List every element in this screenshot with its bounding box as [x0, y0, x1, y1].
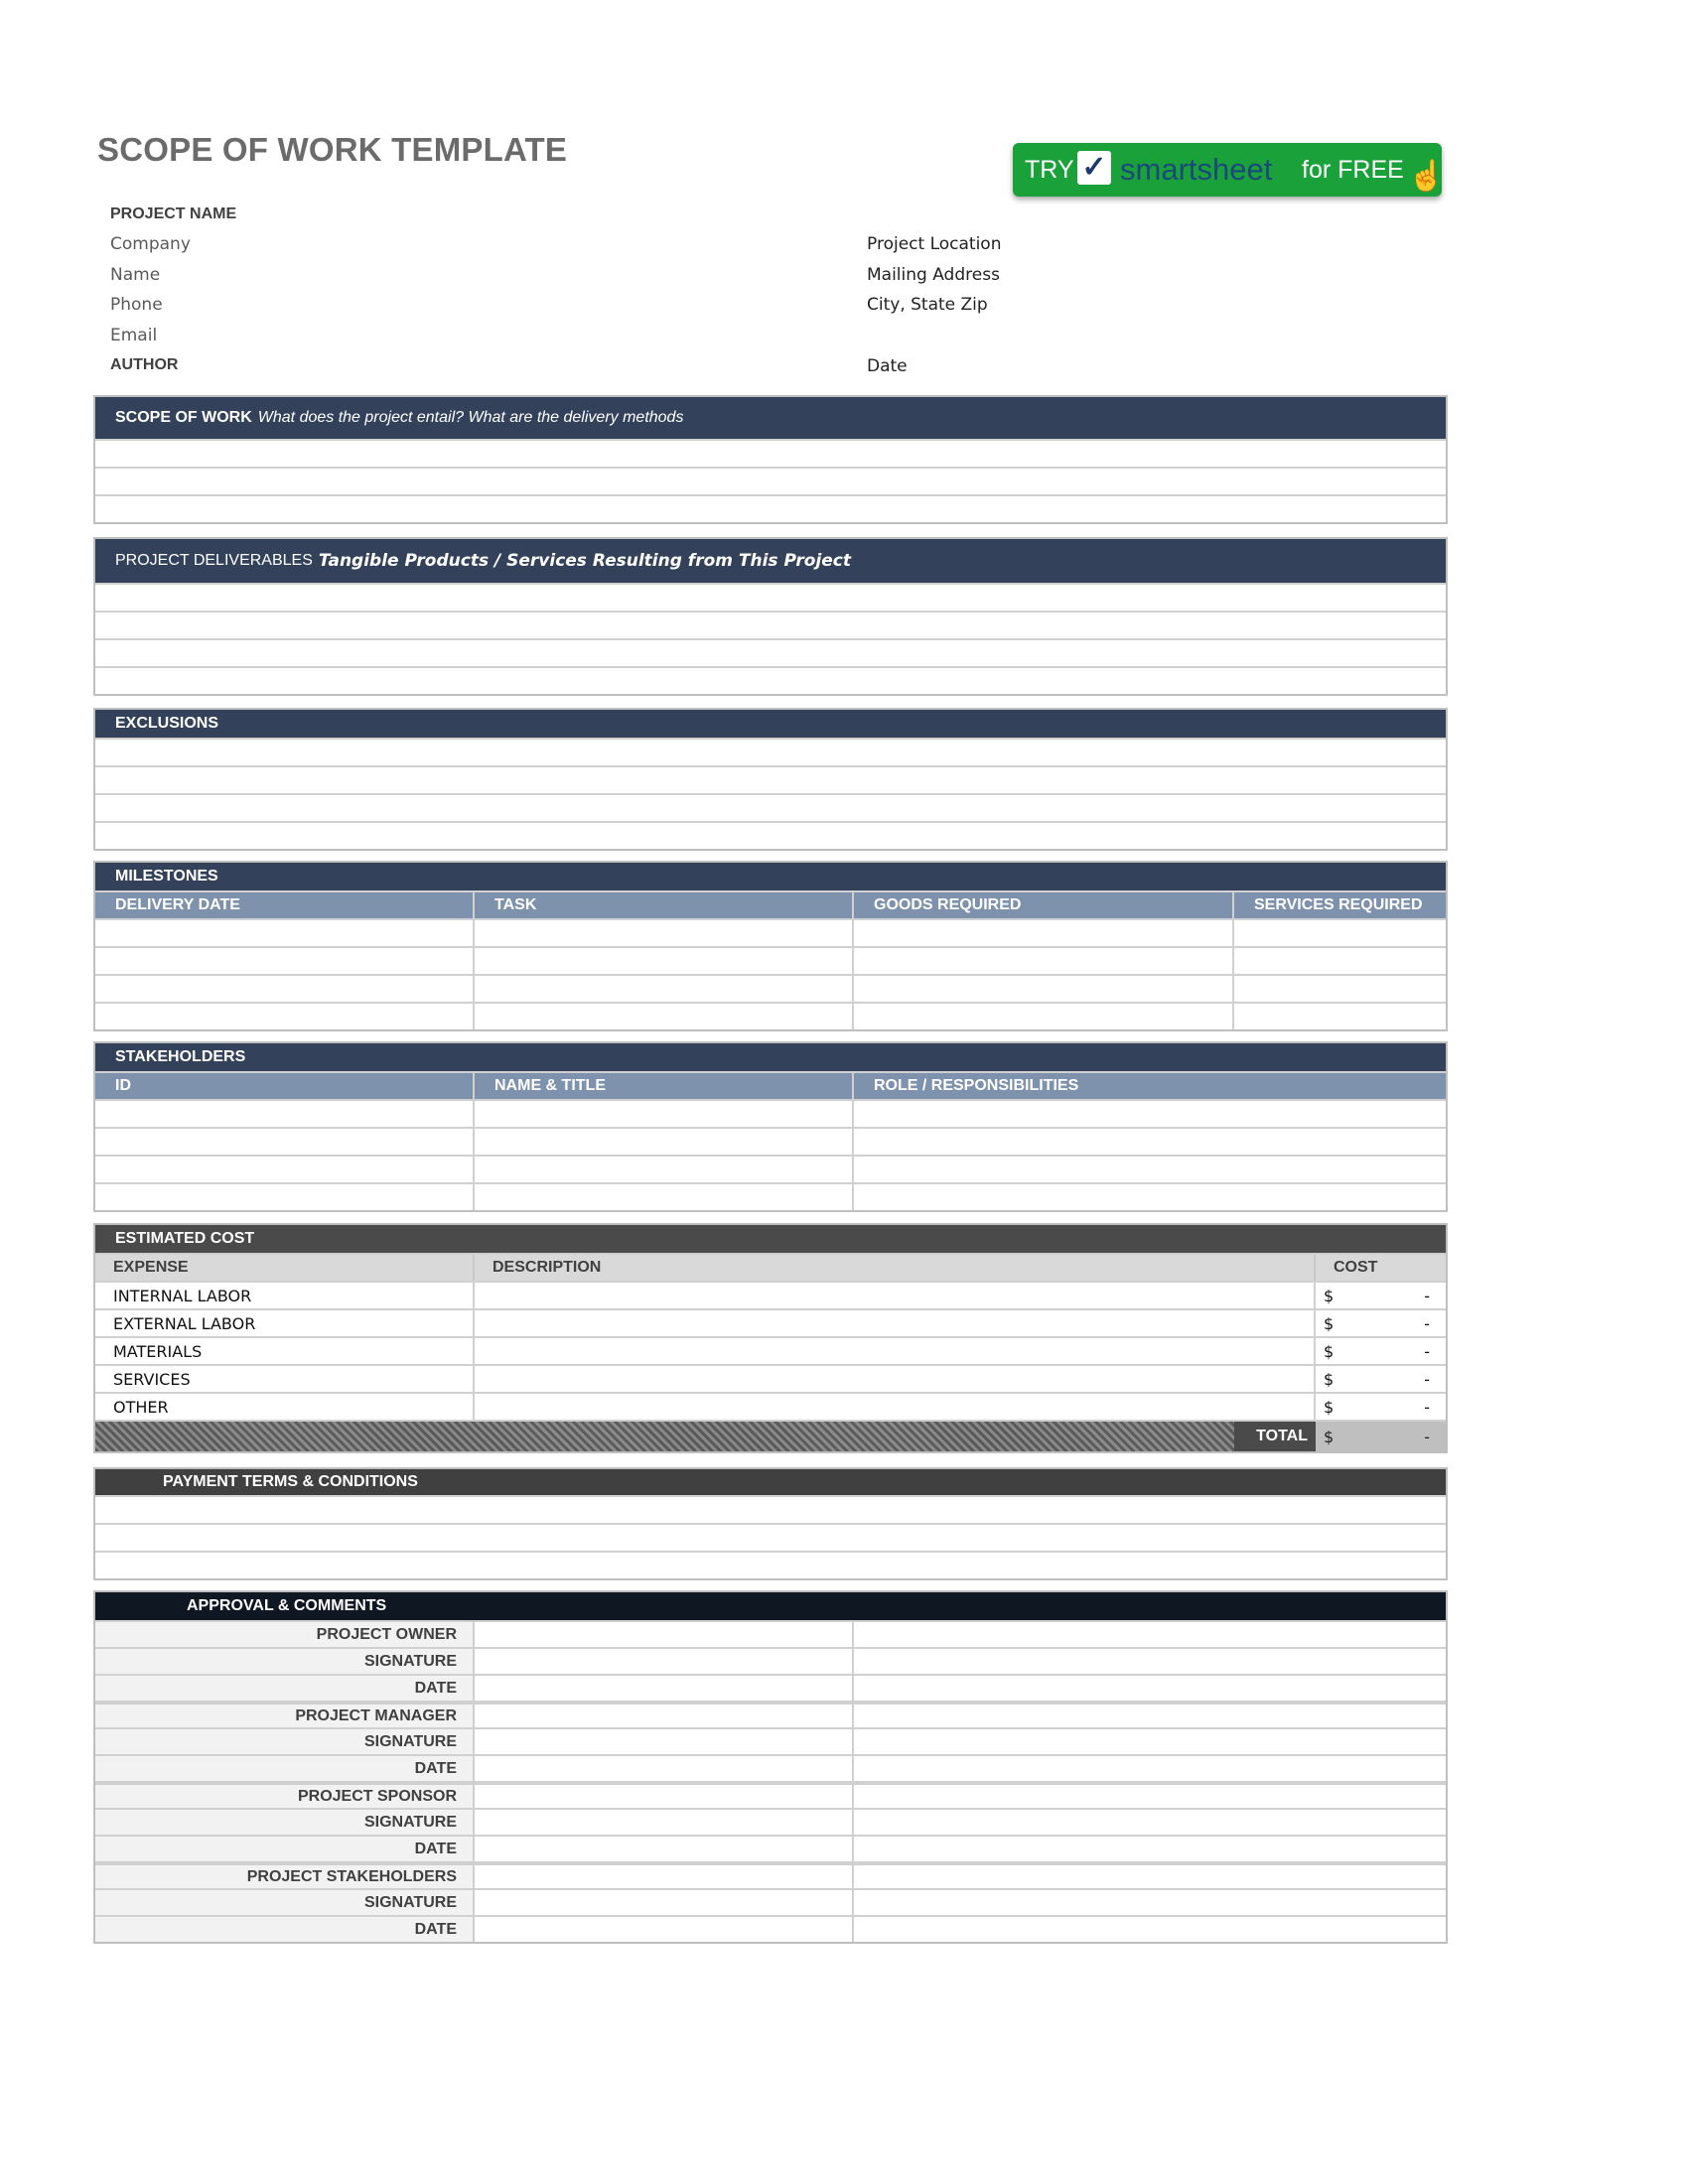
payment-row[interactable] — [95, 1523, 1446, 1551]
mailing-address-field[interactable]: Mailing Address — [867, 265, 1000, 285]
scope-subtitle: What does the project entail? What are the delivery methods — [257, 409, 684, 426]
expense-label: INTERNAL LABOR — [95, 1283, 475, 1308]
expense-label: EXTERNAL LABOR — [95, 1310, 475, 1336]
col-cost: COST — [1334, 1259, 1378, 1276]
approval-row — [95, 1620, 1446, 1647]
project-location-field[interactable]: Project Location — [867, 234, 1002, 254]
table-cell[interactable] — [475, 976, 854, 1002]
author-label: AUTHOR — [110, 356, 179, 373]
approval-cell[interactable] — [475, 1729, 854, 1754]
date-field[interactable]: Date — [867, 356, 908, 376]
table-row — [95, 1182, 1446, 1210]
approval-cell[interactable] — [475, 1649, 854, 1674]
col-description: DESCRIPTION — [475, 1255, 1316, 1281]
cost-cell[interactable] — [1316, 1394, 1446, 1420]
try-smartsheet-button[interactable] — [1013, 143, 1446, 197]
currency-symbol: $ — [1324, 1397, 1335, 1417]
cost-cell[interactable] — [1316, 1310, 1446, 1336]
payment-row[interactable] — [95, 1495, 1446, 1523]
table-cell[interactable] — [475, 1157, 854, 1182]
email-field[interactable]: Email — [110, 326, 158, 345]
approval-cell[interactable] — [854, 1810, 1446, 1835]
cost-value: - — [1424, 1286, 1430, 1305]
deliverables-header — [95, 539, 1446, 583]
approval-cell[interactable] — [854, 1705, 1446, 1727]
table-cell[interactable] — [95, 1101, 475, 1127]
table-cell[interactable] — [1234, 976, 1446, 1002]
cost-row-external-labor — [95, 1308, 1446, 1336]
table-cell[interactable] — [95, 976, 475, 1002]
table-cell[interactable] — [854, 1184, 1446, 1210]
total-value-cell — [1316, 1422, 1446, 1451]
approval-row — [95, 1754, 1446, 1781]
approval-row — [95, 1674, 1446, 1701]
approval-cell[interactable] — [854, 1676, 1446, 1701]
table-row — [95, 974, 1446, 1002]
stakeholders-column-headers — [95, 1071, 1446, 1099]
approval-cell[interactable] — [854, 1756, 1446, 1781]
approval-cell[interactable] — [475, 1705, 854, 1727]
description-cell[interactable] — [475, 1338, 1316, 1364]
project-owner-label: PROJECT OWNER — [95, 1622, 475, 1647]
date-label: DATE — [95, 1837, 475, 1861]
table-row — [95, 1127, 1446, 1155]
cost-cell[interactable] — [1316, 1366, 1446, 1392]
table-cell[interactable] — [475, 920, 854, 946]
approval-cell[interactable] — [854, 1865, 1446, 1888]
signature-label: SIGNATURE — [95, 1810, 475, 1835]
signature-label: SIGNATURE — [95, 1649, 475, 1674]
cta-free-text: for FREE — [1302, 156, 1404, 184]
cost-cell[interactable] — [1316, 1338, 1446, 1364]
table-cell[interactable] — [475, 1129, 854, 1155]
table-cell[interactable] — [475, 1101, 854, 1127]
currency-symbol: $ — [1324, 1286, 1335, 1305]
approval-cell[interactable] — [475, 1622, 854, 1647]
scope-title: SCOPE OF WORK — [115, 409, 252, 426]
cost-value: - — [1424, 1313, 1430, 1333]
description-cell[interactable] — [475, 1310, 1316, 1336]
expense-label: SERVICES — [95, 1366, 475, 1392]
cost-cell[interactable] — [1316, 1283, 1446, 1308]
description-cell[interactable] — [475, 1366, 1316, 1392]
deliverables-row[interactable] — [95, 666, 1446, 694]
pointer-hand-icon: ☝ — [1408, 160, 1446, 193]
cost-column-headers — [95, 1253, 1446, 1281]
cost-row-services — [95, 1364, 1446, 1392]
table-cell[interactable] — [475, 948, 854, 974]
approval-cell[interactable] — [475, 1890, 854, 1915]
cta-try-text: TRY — [1025, 156, 1074, 184]
stakeholders-section — [93, 1041, 1448, 1212]
approval-row — [95, 1888, 1446, 1915]
payment-terms-header: PAYMENT TERMS & CONDITIONS — [95, 1469, 1446, 1495]
cost-row-other — [95, 1392, 1446, 1420]
exclusions-row[interactable] — [95, 821, 1446, 849]
exclusions-section — [93, 708, 1448, 851]
approval-row — [95, 1647, 1446, 1674]
approval-cell[interactable] — [854, 1837, 1446, 1861]
table-cell[interactable] — [854, 1157, 1446, 1182]
total-hatch-fill — [95, 1422, 1234, 1451]
name-field[interactable]: Name — [110, 265, 161, 285]
table-cell[interactable] — [854, 976, 1234, 1002]
col-role-responsibilities: ROLE / RESPONSIBILITIES — [874, 1077, 1079, 1094]
project-sponsor-label: PROJECT SPONSOR — [95, 1785, 475, 1808]
payment-terms-section — [93, 1467, 1448, 1580]
table-cell[interactable] — [854, 948, 1234, 974]
stakeholders-header: STAKEHOLDERS — [95, 1043, 1446, 1071]
deliverables-row[interactable] — [95, 638, 1446, 666]
payment-row[interactable] — [95, 1551, 1446, 1578]
deliverables-section — [93, 537, 1448, 696]
cost-value: - — [1424, 1397, 1430, 1417]
currency-symbol: $ — [1324, 1369, 1335, 1389]
city-state-zip-field[interactable]: City, State Zip — [867, 295, 988, 315]
approval-cell[interactable] — [475, 1917, 854, 1942]
approval-cell[interactable] — [854, 1622, 1446, 1647]
approval-cell[interactable] — [854, 1729, 1446, 1754]
milestones-section — [93, 861, 1448, 1031]
scope-row[interactable] — [95, 467, 1446, 494]
deliverables-subtitle: Tangible Products / Services Resulting from This Project — [318, 551, 852, 571]
estimated-cost-header: ESTIMATED COST — [95, 1225, 1446, 1253]
cost-row-materials — [95, 1336, 1446, 1364]
table-cell[interactable] — [95, 1184, 475, 1210]
table-cell[interactable] — [95, 1157, 475, 1182]
approval-cell[interactable] — [475, 1837, 854, 1861]
approval-cell[interactable] — [854, 1785, 1446, 1808]
deliverables-title: PROJECT DELIVERABLES — [115, 552, 313, 569]
checkmark-icon: ✓ — [1077, 151, 1111, 185]
company-field[interactable]: Company — [110, 234, 191, 254]
exclusions-row[interactable] — [95, 793, 1446, 821]
approval-row — [95, 1727, 1446, 1754]
description-cell[interactable] — [475, 1283, 1316, 1308]
table-cell[interactable] — [854, 920, 1234, 946]
cost-row-internal-labor — [95, 1281, 1446, 1308]
approval-cell[interactable] — [854, 1649, 1446, 1674]
currency-symbol: $ — [1324, 1313, 1335, 1333]
description-cell[interactable] — [475, 1394, 1316, 1420]
approval-row — [95, 1781, 1446, 1808]
scope-row[interactable] — [95, 494, 1446, 522]
scope-of-work-section — [93, 395, 1448, 524]
currency-symbol: $ — [1324, 1341, 1335, 1361]
col-delivery-date: DELIVERY DATE — [95, 892, 475, 918]
table-cell[interactable] — [854, 1004, 1234, 1029]
exclusions-header: EXCLUSIONS — [95, 710, 1446, 738]
approval-row — [95, 1835, 1446, 1861]
table-row — [95, 918, 1446, 946]
approval-cell[interactable] — [475, 1676, 854, 1701]
total-value: - — [1424, 1427, 1430, 1446]
table-cell[interactable] — [854, 1129, 1446, 1155]
approval-cell[interactable] — [475, 1865, 854, 1888]
approval-section — [93, 1590, 1448, 1944]
project-stakeholders-label: PROJECT STAKEHOLDERS — [95, 1865, 475, 1888]
approval-cell[interactable] — [854, 1890, 1446, 1915]
milestones-header: MILESTONES — [95, 863, 1446, 890]
total-currency: $ — [1324, 1427, 1335, 1446]
phone-field[interactable]: Phone — [110, 295, 163, 315]
table-cell[interactable] — [95, 920, 475, 946]
cost-value: - — [1424, 1369, 1430, 1389]
deliverables-row[interactable] — [95, 611, 1446, 638]
table-cell[interactable] — [1234, 1004, 1446, 1029]
table-cell[interactable] — [475, 1004, 854, 1029]
table-cell[interactable] — [95, 1129, 475, 1155]
date-label: DATE — [95, 1917, 475, 1942]
table-row — [95, 1099, 1446, 1127]
table-cell[interactable] — [475, 1184, 854, 1210]
table-cell[interactable] — [95, 1004, 475, 1029]
table-row — [95, 1002, 1446, 1029]
col-services-required: SERVICES REQUIRED — [1254, 896, 1423, 913]
estimated-cost-section — [93, 1223, 1448, 1453]
approval-cell[interactable] — [475, 1810, 854, 1835]
table-row — [95, 946, 1446, 974]
signature-label: SIGNATURE — [95, 1729, 475, 1754]
scope-row[interactable] — [95, 439, 1446, 467]
deliverables-row[interactable] — [95, 583, 1446, 611]
date-label: DATE — [95, 1756, 475, 1781]
approval-row — [95, 1861, 1446, 1888]
approval-cell[interactable] — [475, 1756, 854, 1781]
table-cell[interactable] — [1234, 948, 1446, 974]
milestones-column-headers — [95, 890, 1446, 918]
table-cell[interactable] — [95, 948, 475, 974]
table-cell[interactable] — [1234, 920, 1446, 946]
approval-header: APPROVAL & COMMENTS — [95, 1592, 1446, 1620]
expense-label: OTHER — [95, 1394, 475, 1420]
project-manager-label: PROJECT MANAGER — [95, 1705, 475, 1727]
exclusions-row[interactable] — [95, 765, 1446, 793]
approval-row — [95, 1701, 1446, 1727]
expense-label: MATERIALS — [95, 1338, 475, 1364]
approval-cell[interactable] — [475, 1785, 854, 1808]
total-label: TOTAL — [1234, 1422, 1316, 1451]
exclusions-row[interactable] — [95, 738, 1446, 765]
approval-row — [95, 1915, 1446, 1942]
approval-row — [95, 1808, 1446, 1835]
cta-brand-text: smartsheet — [1120, 152, 1273, 187]
cost-value: - — [1424, 1341, 1430, 1361]
total-row — [95, 1420, 1446, 1451]
page-title: SCOPE OF WORK TEMPLATE — [97, 131, 568, 168]
date-label: DATE — [95, 1676, 475, 1701]
col-id: ID — [95, 1073, 475, 1099]
table-cell[interactable] — [854, 1101, 1446, 1127]
approval-cell[interactable] — [854, 1917, 1446, 1942]
col-name-title: NAME & TITLE — [475, 1073, 854, 1099]
table-row — [95, 1155, 1446, 1182]
project-name-label: PROJECT NAME — [110, 205, 237, 222]
col-expense: EXPENSE — [95, 1255, 475, 1281]
signature-label: SIGNATURE — [95, 1890, 475, 1915]
col-task: TASK — [475, 892, 854, 918]
scope-header — [95, 397, 1446, 439]
col-goods-required: GOODS REQUIRED — [854, 892, 1234, 918]
